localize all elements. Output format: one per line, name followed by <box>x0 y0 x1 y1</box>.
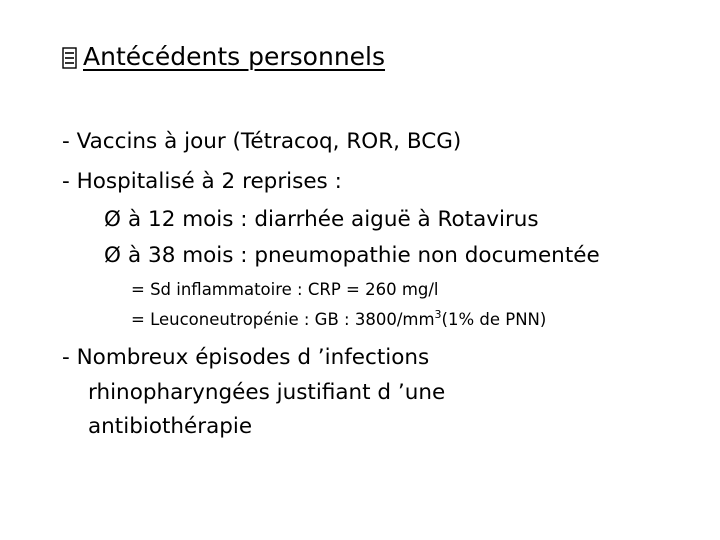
superscript: 3 <box>434 308 442 321</box>
sub-item-12-mois <box>104 207 539 232</box>
sub-item-text: à 38 mois : pneumopathie non documentée <box>128 243 600 268</box>
list-item-episodes-cont2: antibiothérapie <box>88 414 253 439</box>
sub-item-text: à 12 mois : diarrhée aiguë à Rotavirus <box>128 207 539 232</box>
numbered-list-icon <box>62 46 77 68</box>
detail-crp: = Sd inflammatoire : CRP = 260 mg/l <box>131 280 439 299</box>
slide-title <box>62 42 385 71</box>
detail-leuconeutropenie <box>131 310 546 329</box>
list-item-hospitalise: - Hospitalisé à 2 reprises : <box>62 169 342 194</box>
arrow-bullet-icon: Ø <box>104 207 121 232</box>
list-item-episodes-cont1: rhinopharyngées justifiant d ’une <box>88 380 446 405</box>
list-item-vaccins: - Vaccins à jour (Tétracoq, ROR, BCG) <box>62 129 462 154</box>
sub-item-38-mois <box>104 243 600 268</box>
detail-text: = Leuconeutropénie : GB : 3800/mm <box>131 310 435 329</box>
arrow-bullet-icon: Ø <box>104 243 121 268</box>
list-item-episodes: - Nombreux épisodes d ’infections <box>62 345 430 370</box>
detail-text-end: (1% de PNN) <box>441 310 547 329</box>
title-text: Antécédents personnels <box>83 42 386 71</box>
